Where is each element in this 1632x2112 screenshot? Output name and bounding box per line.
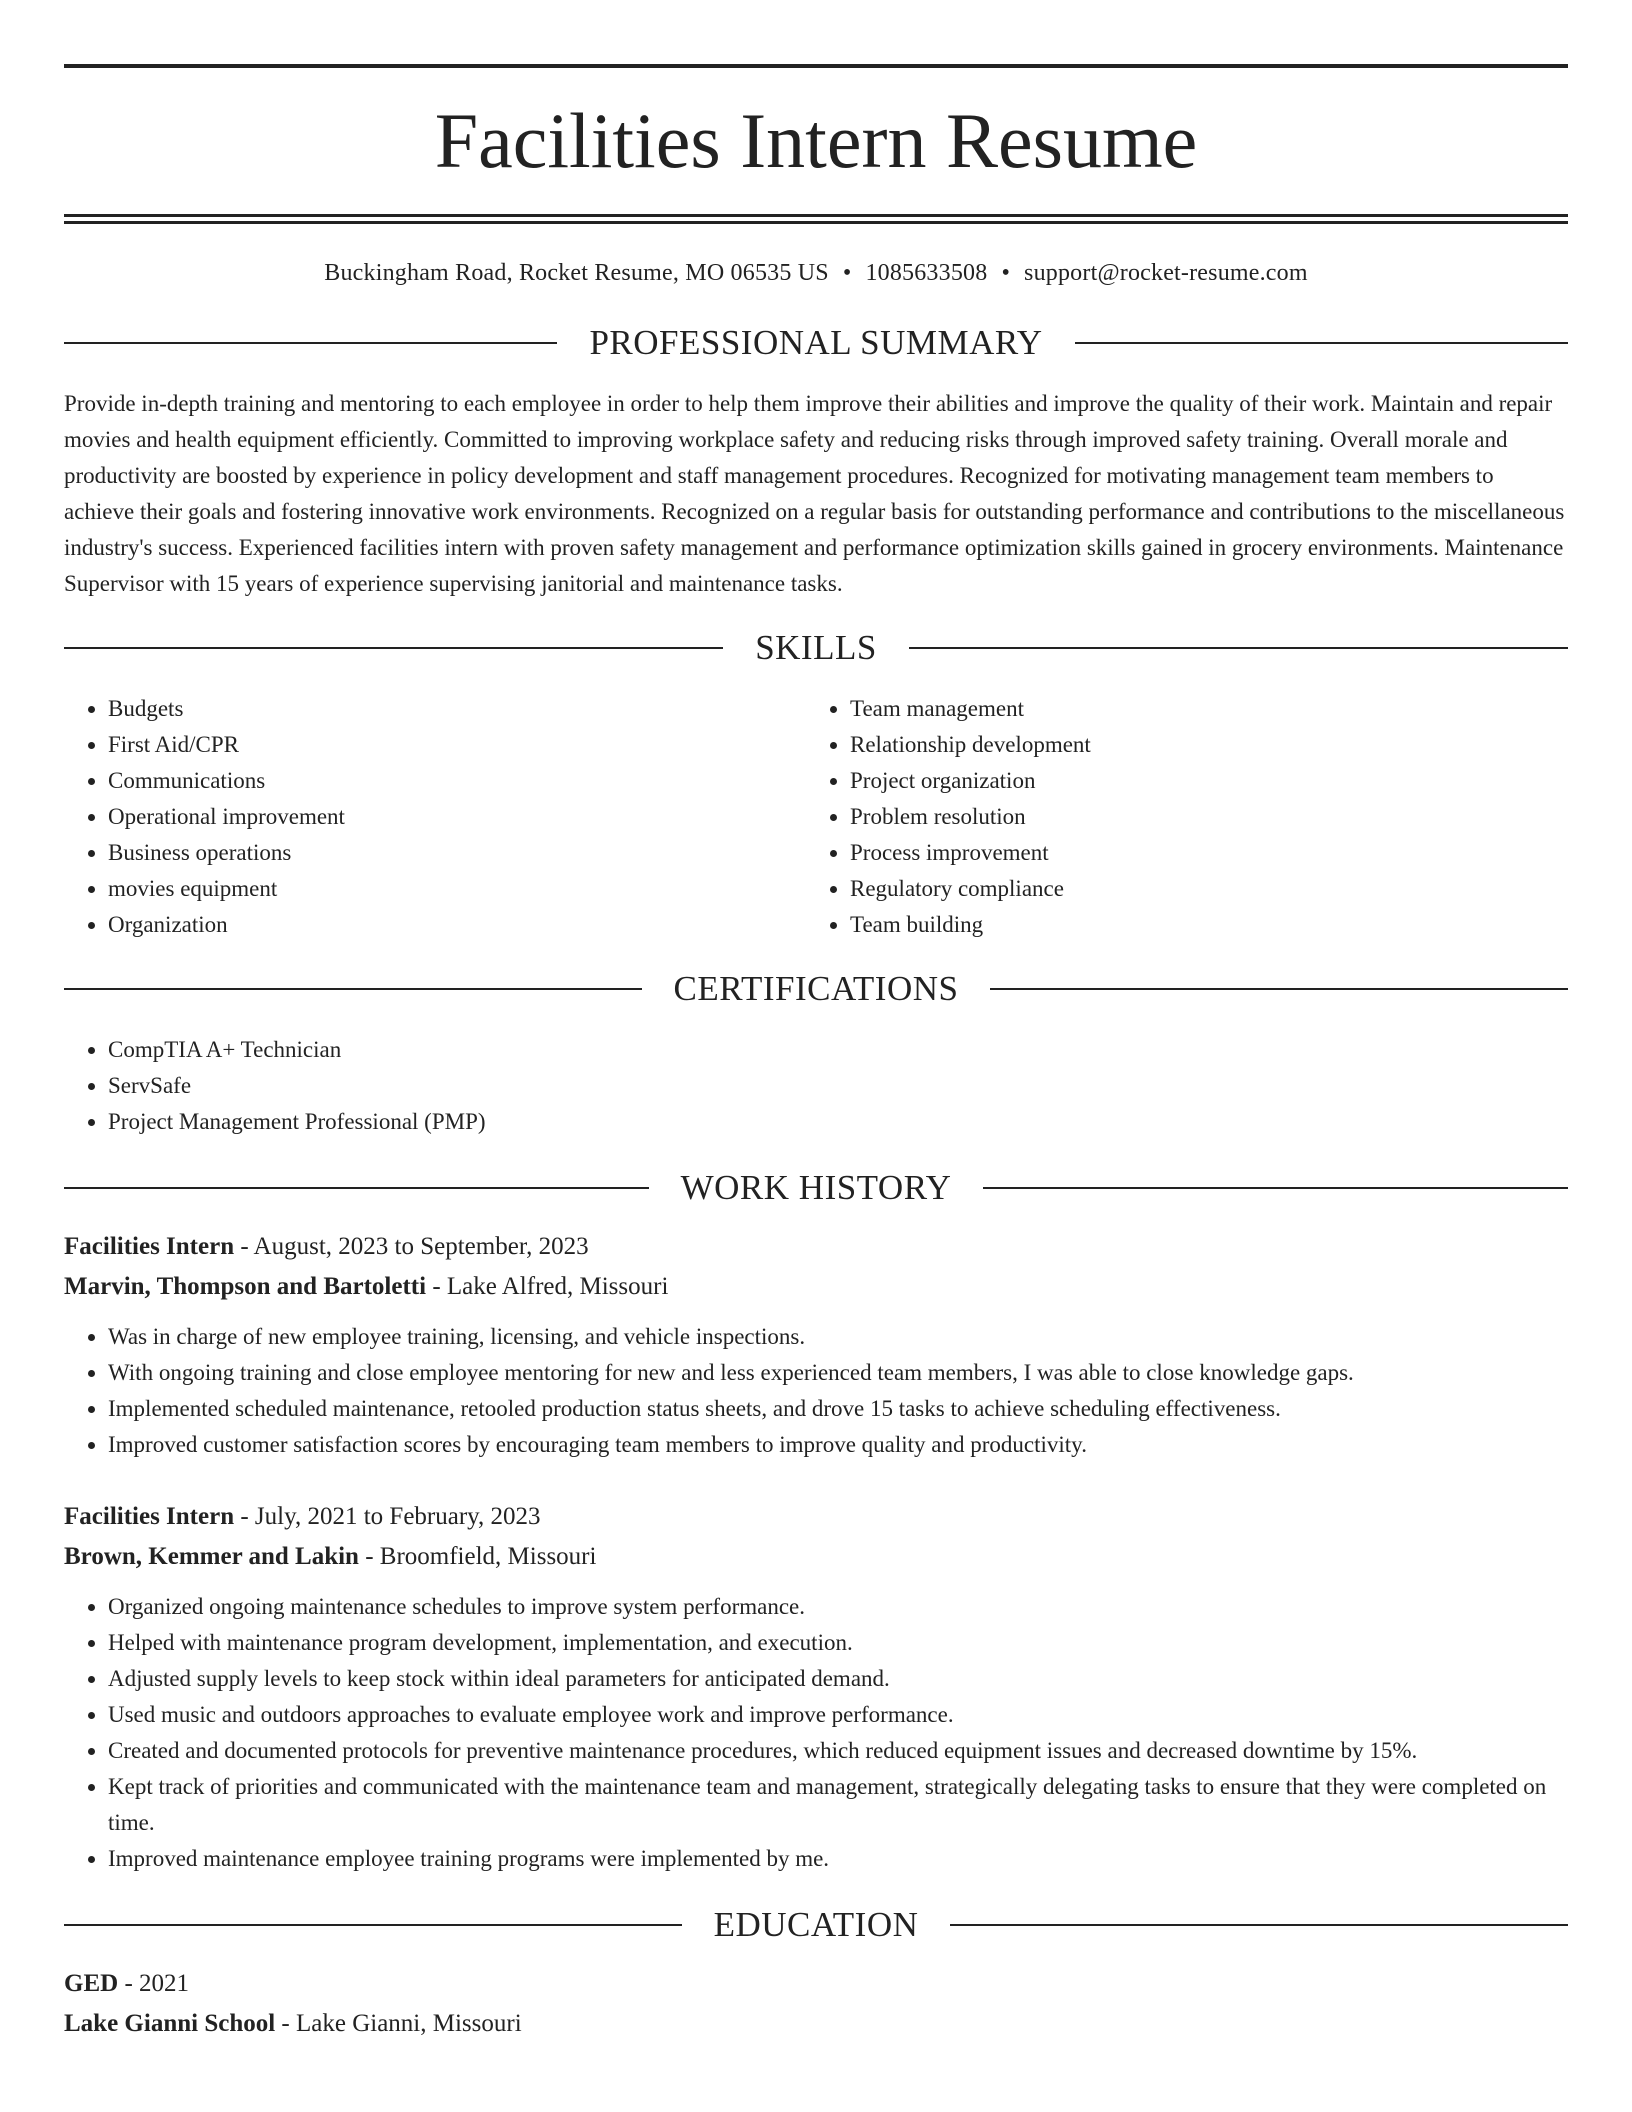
- skills-list-right: [806, 691, 1548, 943]
- job-location: - Lake Alfred, Missouri: [426, 1273, 669, 1300]
- skill-item: • Project organization: [850, 763, 1548, 799]
- job-bullet: • Helped with maintenance program development, implementation, and execution.: [108, 1625, 1568, 1661]
- work-history-heading-label: WORK HISTORY: [680, 1168, 952, 1207]
- job-entry: [64, 1497, 1568, 1877]
- skill-item: • movies equipment: [108, 871, 806, 907]
- certification-item: • CompTIA A+ Technician: [108, 1032, 1568, 1068]
- skill-item: • Business operations: [108, 835, 806, 871]
- education-degree: GED: [64, 1970, 119, 1997]
- job-bullet: • Organized ongoing maintenance schedules to improve system performance.: [108, 1589, 1568, 1625]
- skills-columns: [64, 691, 1568, 943]
- contact-separator: •: [1001, 260, 1011, 286]
- job-title-line: [64, 1227, 1568, 1267]
- heading-rule-left: [64, 647, 723, 649]
- heading-rule-right: [983, 1187, 1568, 1189]
- job-company: Marvin, Thompson and Bartoletti: [64, 1273, 427, 1300]
- certifications-heading-label: CERTIFICATIONS: [673, 969, 959, 1008]
- certifications-list: [64, 1032, 1568, 1140]
- skill-item: • Relationship development: [850, 727, 1548, 763]
- skill-item: • Budgets: [108, 691, 806, 727]
- summary-heading-label: PROFESSIONAL SUMMARY: [589, 323, 1043, 362]
- heading-rule-left: [64, 342, 557, 344]
- education-heading: [64, 1907, 1568, 1942]
- skill-item: • Regulatory compliance: [850, 871, 1548, 907]
- job-bullets: [64, 1319, 1568, 1463]
- heading-rule-right: [1075, 342, 1568, 344]
- contact-email: support@rocket-resume.com: [1024, 260, 1308, 286]
- summary-heading: [64, 325, 1568, 360]
- job-bullet: • Kept track of priorities and communicated with the maintenance team and management, strategically delegating tasks to ensure that they were completed on time.: [108, 1769, 1568, 1841]
- skills-heading: [64, 630, 1568, 665]
- education-heading-label: EDUCATION: [713, 1905, 919, 1944]
- job-title: Facilities Intern: [64, 1503, 235, 1530]
- education-degree-line: [64, 1964, 1568, 2004]
- heading-rule-left: [64, 1924, 682, 1926]
- heading-rule-right: [909, 647, 1568, 649]
- education-year: - 2021: [118, 1970, 190, 1997]
- heading-rule-left: [64, 988, 642, 990]
- heading-rule-right: [950, 1924, 1568, 1926]
- job-company: Brown, Kemmer and Lakin: [64, 1543, 359, 1570]
- job-bullet: • Adjusted supply levels to keep stock within ideal parameters for anticipated demand.: [108, 1661, 1568, 1697]
- job-bullet: • Implemented scheduled maintenance, retooled production status sheets, and drove 15 tasks to achieve scheduling effectiveness.: [108, 1391, 1568, 1427]
- skill-item: • Problem resolution: [850, 799, 1548, 835]
- job-bullet: • Improved customer satisfaction scores by encouraging team members to improve quality and productivity.: [108, 1427, 1568, 1463]
- certification-item: • ServSafe: [108, 1068, 1568, 1104]
- job-title: Facilities Intern: [64, 1233, 235, 1260]
- contact-phone: 1085633508: [865, 260, 988, 286]
- title-double-rule: [64, 214, 1568, 224]
- job-company-line: [64, 1267, 1568, 1307]
- skill-item: • Process improvement: [850, 835, 1548, 871]
- job-bullet: • Created and documented protocols for preventive maintenance procedures, which reduced equipment issues and decreased downtime by 15%.: [108, 1733, 1568, 1769]
- skills-list-left: [64, 691, 806, 943]
- job-location: - Broomfield, Missouri: [358, 1543, 597, 1570]
- education-school-line: [64, 2004, 1568, 2044]
- education-school: Lake Gianni School: [64, 2010, 276, 2037]
- job-bullet: • With ongoing training and close employee mentoring for new and less experienced team members, I was able to close knowledge gaps.: [108, 1355, 1568, 1391]
- page-title: Facilities Intern Resume: [434, 97, 1198, 184]
- job-entry: [64, 1227, 1568, 1463]
- heading-rule-left: [64, 1187, 649, 1189]
- contact-address: Buckingham Road, Rocket Resume, MO 06535 US: [324, 260, 829, 286]
- summary-text: Provide in-depth training and mentoring to each employee in order to help them improve their abilities and improve the quality of their work. Maintain and repair movies and health equipment efficiently. Committed to improving workplace safety and reducing risks through improved safety training. Overall morale and productivity are boosted by experience in policy development and staff management procedures. Recognized for motivating management team members to achieve their goals and fostering innovative work environments. Recognized on a regular basis for outstanding performance and contributions to the miscellaneous industry's success. Experienced facilities intern with proven safety management and performance optimization skills gained in grocery environments. Maintenance Supervisor with 15 years of experience supervising janitorial and maintenance tasks.: [64, 391, 1565, 596]
- job-dates: - August, 2023 to September, 2023: [234, 1233, 589, 1260]
- education-entry: [64, 1964, 1568, 2044]
- skills-column-left: [64, 691, 806, 943]
- skill-item: • Communications: [108, 763, 806, 799]
- contact-separator: •: [842, 260, 852, 286]
- skill-item: • Team management: [850, 691, 1548, 727]
- skill-item: • Team building: [850, 907, 1548, 943]
- contact-line: [64, 260, 1568, 287]
- job-company-line: [64, 1537, 1568, 1577]
- skill-item: • Operational improvement: [108, 799, 806, 835]
- education-location: - Lake Gianni, Missouri: [275, 2010, 522, 2037]
- job-title-line: [64, 1497, 1568, 1537]
- job-dates: - July, 2021 to February, 2023: [234, 1503, 541, 1530]
- job-bullet: • Was in charge of new employee training, licensing, and vehicle inspections.: [108, 1319, 1568, 1355]
- heading-rule-right: [990, 988, 1568, 990]
- skills-column-right: [806, 691, 1548, 943]
- certifications-heading: [64, 971, 1568, 1006]
- certification-item: • Project Management Professional (PMP): [108, 1104, 1568, 1140]
- job-bullet: • Improved maintenance employee training programs were implemented by me.: [108, 1841, 1568, 1877]
- skill-item: • Organization: [108, 907, 806, 943]
- work-history-heading: [64, 1170, 1568, 1205]
- skills-heading-label: SKILLS: [755, 628, 877, 667]
- skill-item: • First Aid/CPR: [108, 727, 806, 763]
- job-bullet: • Used music and outdoors approaches to evaluate employee work and improve performance.: [108, 1697, 1568, 1733]
- job-bullets: [64, 1589, 1568, 1877]
